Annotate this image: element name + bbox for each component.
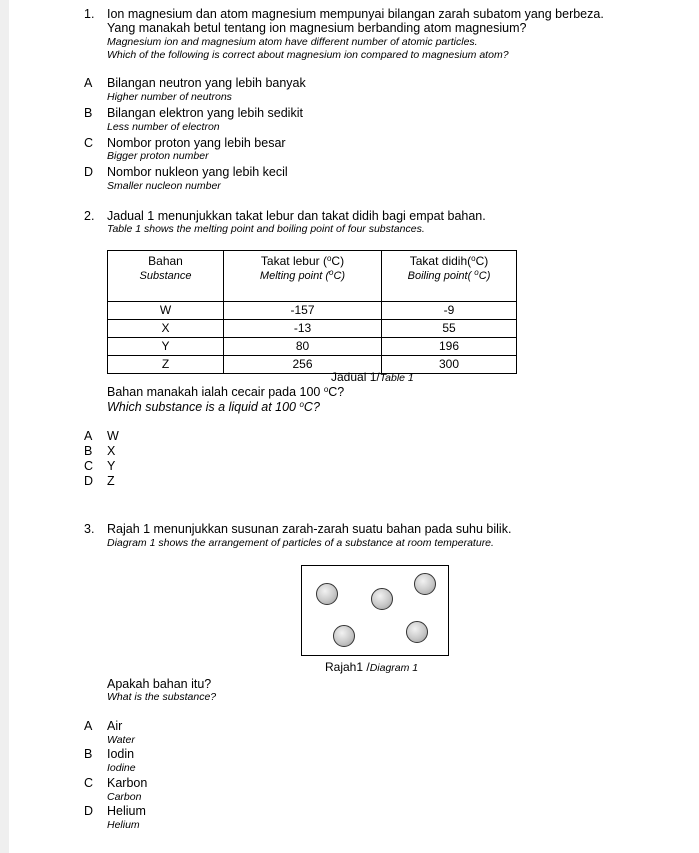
particle-circle xyxy=(371,588,393,610)
q2-option-c-text[interactable]: Y xyxy=(107,459,116,473)
q2-option-a-letter[interactable]: A xyxy=(84,429,93,443)
q3-option-d-letter[interactable]: D xyxy=(84,804,94,818)
q2-translation-line1: Table 1 shows the melting point and boiling point of four substances. xyxy=(107,223,425,235)
q3-option-b-letter[interactable]: B xyxy=(84,747,93,761)
diagram-caption: Rajah1 /Diagram 1 xyxy=(325,660,419,674)
q1-number: 1. xyxy=(84,7,95,21)
cell-substance: X xyxy=(108,320,224,338)
q3-option-a-letter[interactable]: A xyxy=(84,719,93,733)
q3-option-d-translation: Helium xyxy=(107,819,140,831)
table-row xyxy=(108,338,517,356)
q3-option-c-translation: Carbon xyxy=(107,791,142,803)
q2-option-c-letter[interactable]: C xyxy=(84,459,94,473)
q1-option-a-translation: Higher number of neutrons xyxy=(107,91,232,103)
q3-option-b-translation: Iodine xyxy=(107,762,136,774)
q2-option-d-letter[interactable]: D xyxy=(84,474,94,488)
q3-question-ms: Apakah bahan itu? xyxy=(107,677,212,691)
particle-circle xyxy=(333,625,355,647)
q2-question-ms: Bahan manakah ialah cecair pada 100 $^o$C? xyxy=(107,385,345,399)
q1-option-d-text[interactable]: Nombor nukleon yang lebih kecil xyxy=(107,165,288,179)
header-boiling-point xyxy=(382,251,517,302)
particle-diagram xyxy=(301,565,449,656)
q1-option-a-letter[interactable]: A xyxy=(84,76,93,90)
q1-option-b-letter[interactable]: B xyxy=(84,106,93,120)
header-boiling-ms: Takat didih($^o$C) xyxy=(409,254,489,268)
q3-option-c-text[interactable]: Karbon xyxy=(107,776,148,790)
q1-translation-line2: Which of the following is correct about magnesium ion compared to magnesium atom? xyxy=(107,49,509,61)
cell-substance: Y xyxy=(108,338,224,356)
header-substance-en: Substance xyxy=(139,270,192,282)
q3-option-d-text[interactable]: Helium xyxy=(107,804,146,818)
table-row xyxy=(108,356,517,374)
cell-melting: 80 xyxy=(224,338,382,356)
q2-option-b-letter[interactable]: B xyxy=(84,444,93,458)
q1-option-c-letter[interactable]: C xyxy=(84,136,94,150)
q2-question-en: Which substance is a liquid at 100 $^o$C? xyxy=(107,400,320,414)
particle-circle xyxy=(316,583,338,605)
q1-option-c-text[interactable]: Nombor proton yang lebih besar xyxy=(107,136,286,150)
cell-substance: Z xyxy=(108,356,224,374)
cell-melting: -13 xyxy=(224,320,382,338)
cell-boiling: 55 xyxy=(382,320,517,338)
q3-number: 3. xyxy=(84,522,95,536)
table-header-row xyxy=(108,251,517,302)
q1-text-line2: Yang manakah betul tentang ion magnesium berbanding atom magnesium? xyxy=(107,21,527,35)
header-substance-ms: Bahan xyxy=(148,254,183,268)
q1-translation-line1: Magnesium ion and magnesium atom have different number of atomic particles. xyxy=(107,36,478,48)
q2-option-a-text[interactable]: W xyxy=(107,429,119,443)
header-melting-point xyxy=(224,251,382,302)
header-melting-en: Melting point ($^o$C) xyxy=(259,268,346,282)
q2-option-b-text[interactable]: X xyxy=(107,444,116,458)
q1-option-a-text[interactable]: Bilangan neutron yang lebih banyak xyxy=(107,76,306,90)
q3-option-c-letter[interactable]: C xyxy=(84,776,94,790)
table-caption: Jadual 1/Table 1 xyxy=(331,370,414,384)
q2-number: 2. xyxy=(84,209,95,223)
page-margin-bar xyxy=(0,0,9,853)
q2-option-d-text[interactable]: Z xyxy=(107,474,115,488)
cell-boiling: -9 xyxy=(382,302,517,320)
particle-circle xyxy=(406,621,428,643)
header-boiling-en: Boiling point( $^o$C) xyxy=(407,268,491,282)
q1-option-b-text[interactable]: Bilangan elektron yang lebih sedikit xyxy=(107,106,303,120)
cell-melting: -157 xyxy=(224,302,382,320)
q1-option-d-translation: Smaller nucleon number xyxy=(107,180,221,192)
substance-table xyxy=(107,250,517,374)
cell-boiling: 300 xyxy=(382,356,517,374)
q3-option-a-text[interactable]: Air xyxy=(107,719,123,733)
q1-option-b-translation: Less number of electron xyxy=(107,121,220,133)
q1-text-line1: Ion magnesium dan atom magnesium mempunyai bilangan zarah subatom yang berbeza. xyxy=(107,7,604,21)
q1-option-d-letter[interactable]: D xyxy=(84,165,94,179)
table-row xyxy=(108,302,517,320)
particle-circle xyxy=(414,573,436,595)
q3-text-line1: Rajah 1 menunjukkan susunan zarah-zarah suatu bahan pada suhu bilik. xyxy=(107,522,512,536)
header-substance xyxy=(108,251,224,302)
q1-option-c-translation: Bigger proton number xyxy=(107,150,209,162)
q3-question-en: What is the substance? xyxy=(107,691,217,703)
table-row xyxy=(108,320,517,338)
q3-translation-line1: Diagram 1 shows the arrangement of particles of a substance at room temperature. xyxy=(107,537,494,549)
cell-boiling: 196 xyxy=(382,338,517,356)
q2-text-line1: Jadual 1 menunjukkan takat lebur dan takat didih bagi empat bahan. xyxy=(107,209,486,223)
q3-option-b-text[interactable]: Iodin xyxy=(107,747,135,761)
cell-substance: W xyxy=(108,302,224,320)
cell-melting: 256 xyxy=(224,356,382,374)
q3-option-a-translation: Water xyxy=(107,734,135,746)
header-melting-ms: Takat lebur ($^o$C) xyxy=(260,254,345,268)
